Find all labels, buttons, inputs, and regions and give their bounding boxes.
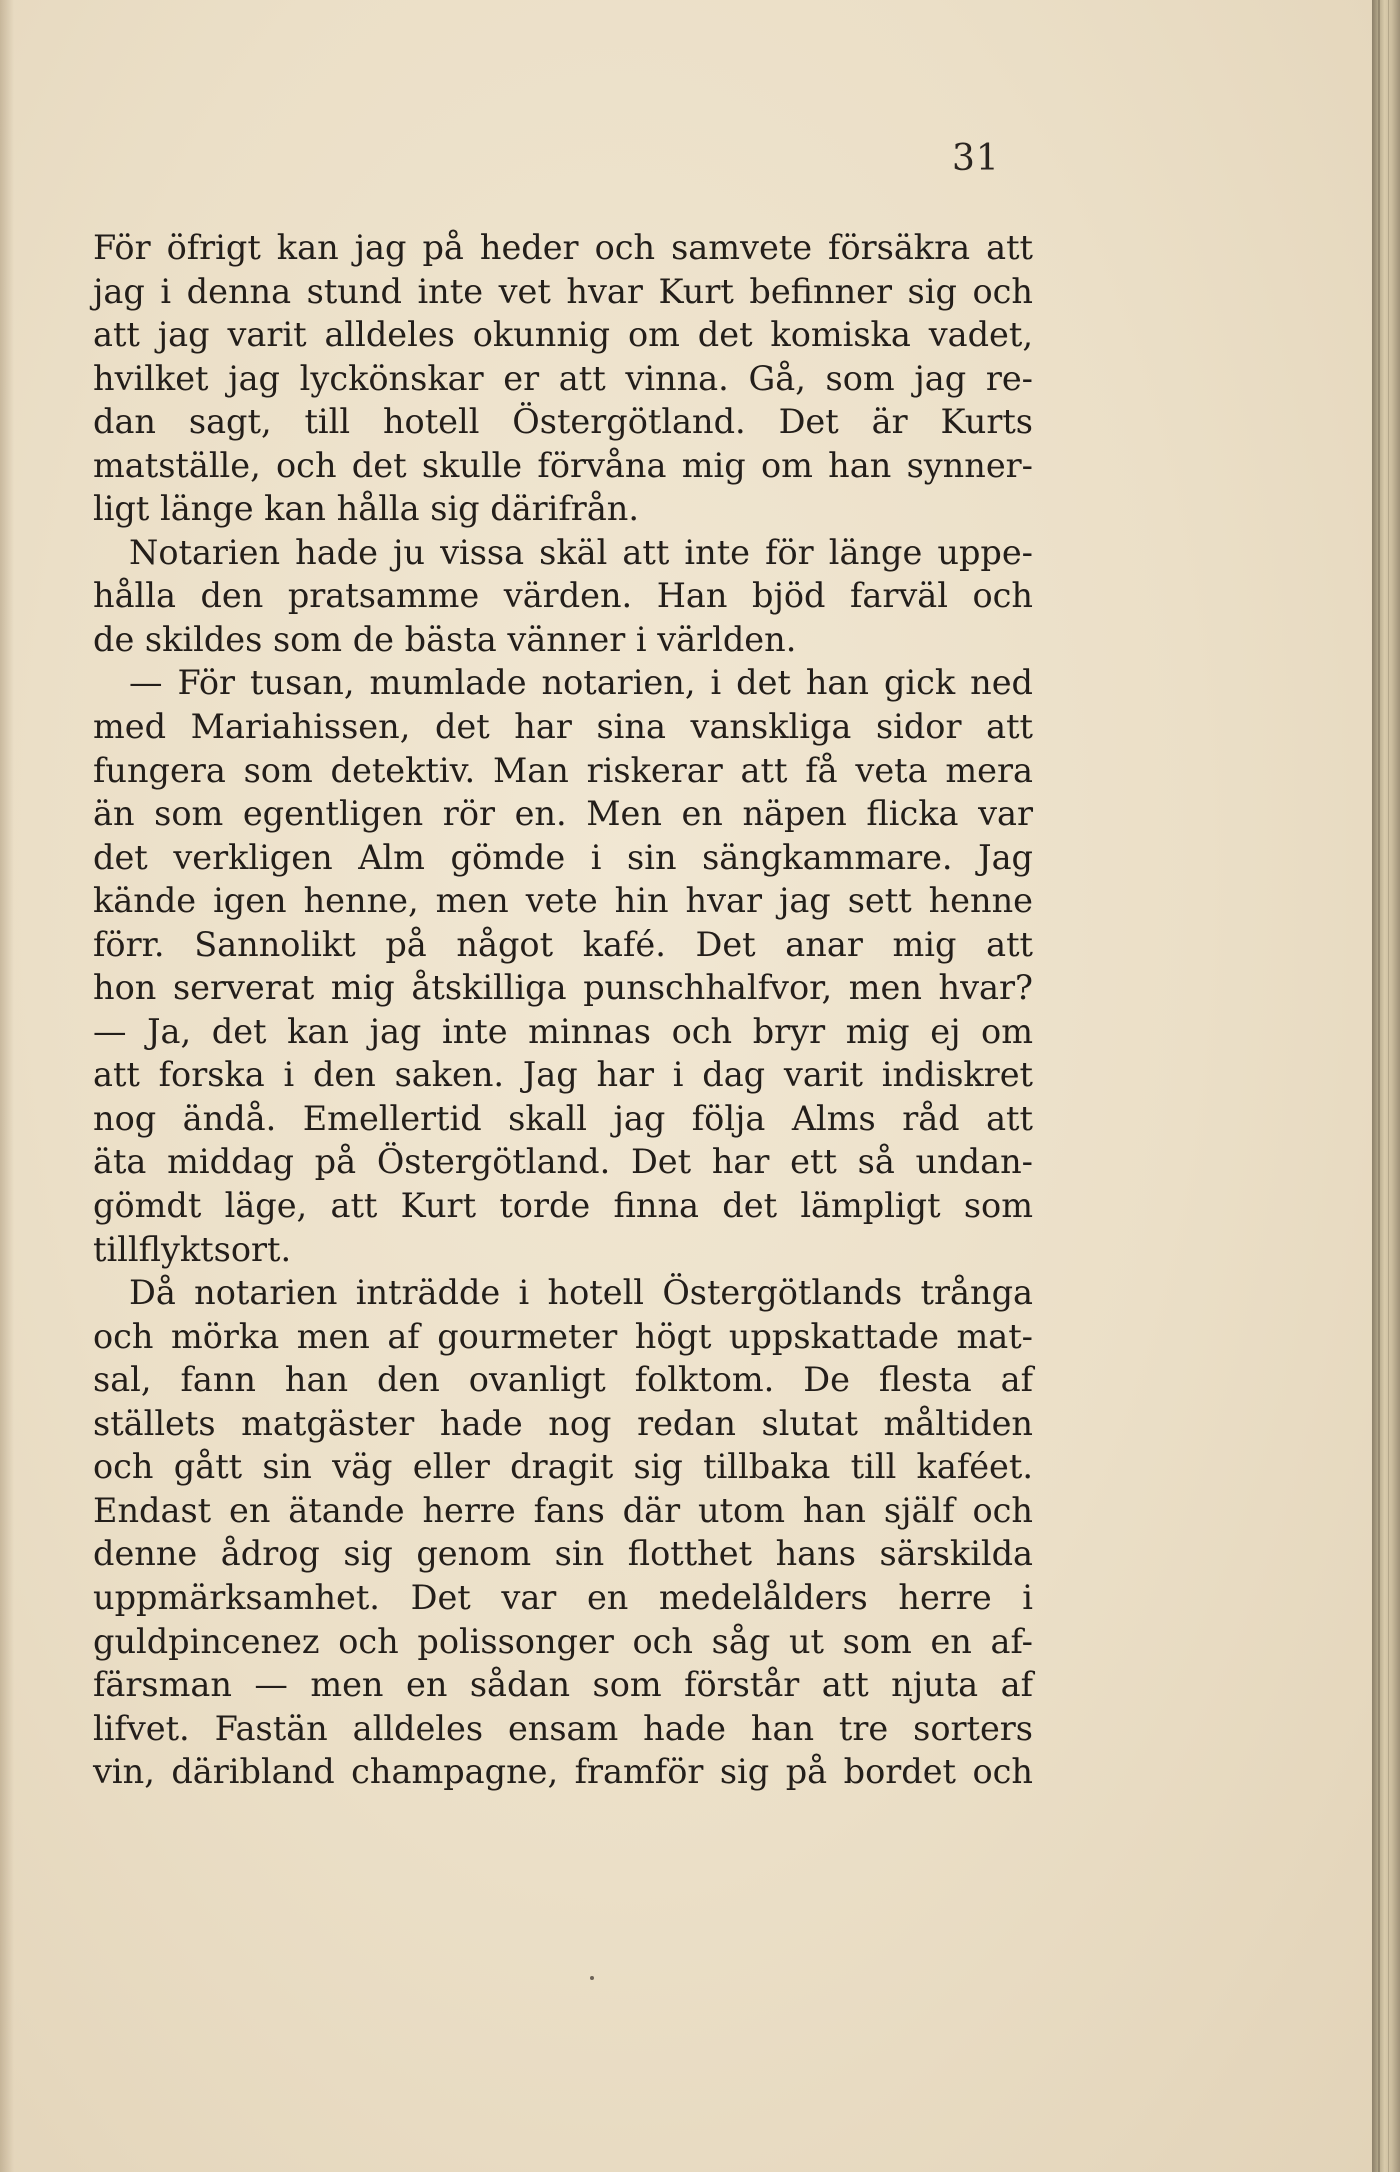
page-stack-edge (1372, 0, 1400, 2172)
text-line: fungera som detektiv. Man riskerar att få veta mera (93, 750, 1033, 790)
text-line: gömdt läge, att Kurt torde finna det lämpligt som (93, 1186, 1033, 1226)
text-line: sal, fann han den ovanligt folktom. De flesta af (93, 1360, 1033, 1400)
text-line: Notarien hade ju vissa skäl att inte för länge uppe- (129, 532, 1033, 572)
text-line: det verkligen Alm gömde i sin sängkammare. Jag (93, 837, 1033, 877)
text-line: tillflyktsort. (93, 1229, 292, 1269)
text-line: nog ändå. Emellertid skall jag följa Alms råd att (93, 1098, 1033, 1138)
body-text (93, 226, 1033, 1794)
text-line: och gått sin väg eller dragit sig tillbaka till kaféet. (93, 1447, 1033, 1487)
text-line: färsman — men en sådan som förstår att njuta af (93, 1665, 1033, 1705)
text-line: jag i denna stund inte vet hvar Kurt befinner sig och (93, 271, 1033, 311)
text-line: ställets matgäster hade nog redan slutat måltiden (93, 1403, 1033, 1443)
text-line: — Ja, det kan jag inte minnas och bryr mig ej om (93, 1011, 1033, 1051)
paragraph-1 (93, 226, 1033, 531)
page-number: 31 (952, 138, 1000, 179)
paragraph-3 (93, 661, 1033, 1271)
paragraph-2 (93, 531, 1033, 662)
text-line: kände igen henne, men vete hin hvar jag sett henne (93, 881, 1033, 921)
text-line: lifvet. Fastän alldeles ensam hade han tre sorters (93, 1708, 1033, 1748)
text-line: denne ådrog sig genom sin flotthet hans särskilda (93, 1534, 1033, 1574)
text-line: Då notarien inträdde i hotell Östergötlands trånga (129, 1273, 1033, 1313)
paragraph-4 (93, 1271, 1033, 1794)
text-line: Endast en ätande herre fans där utom han själf och (93, 1490, 1033, 1530)
text-line: hålla den pratsamme värden. Han bjöd farväl och (93, 576, 1033, 616)
gutter-shadow (0, 0, 14, 2172)
text-line: uppmärksamhet. Det var en medelålders herre i (93, 1577, 1033, 1617)
text-line: med Mariahissen, det har sina vanskliga sidor att (93, 707, 1033, 747)
text-line: ligt länge kan hålla sig därifrån. (93, 489, 640, 529)
text-line: dan sagt, till hotell Östergötland. Det är Kurts (93, 402, 1033, 442)
text-line: hvilket jag lyckönskar er att vinna. Gå, som jag re- (93, 358, 1033, 398)
text-line: guldpincenez och polissonger och såg ut som en af- (93, 1621, 1033, 1661)
text-line: matställe, och det skulle förvåna mig om han synner- (93, 445, 1033, 485)
text-line: vin, däribland champagne, framför sig på bordet och (93, 1752, 1033, 1792)
text-line: hon serverat mig åtskilliga punschhalfvor, men hvar? (93, 968, 1033, 1008)
text-line: och mörka men af gourmeter högt uppskattade mat- (93, 1316, 1033, 1356)
ink-speck (590, 1976, 594, 1980)
text-line: att jag varit alldeles okunnig om det komiska vadet, (93, 315, 1033, 355)
text-line: äta middag på Östergötland. Det har ett så undan- (93, 1142, 1033, 1182)
text-line: än som egentligen rör en. Men en näpen flicka var (93, 794, 1033, 834)
text-line: de skildes som de bästa vänner i världen. (93, 619, 797, 659)
text-line: att forska i den saken. Jag har i dag varit indiskret (93, 1055, 1033, 1095)
text-line: För öfrigt kan jag på heder och samvete försäkra att (93, 228, 1033, 267)
text-line: — För tusan, mumlade notarien, i det han gick ned (129, 663, 1033, 703)
text-line: förr. Sannolikt på något kafé. Det anar mig att (93, 924, 1033, 964)
